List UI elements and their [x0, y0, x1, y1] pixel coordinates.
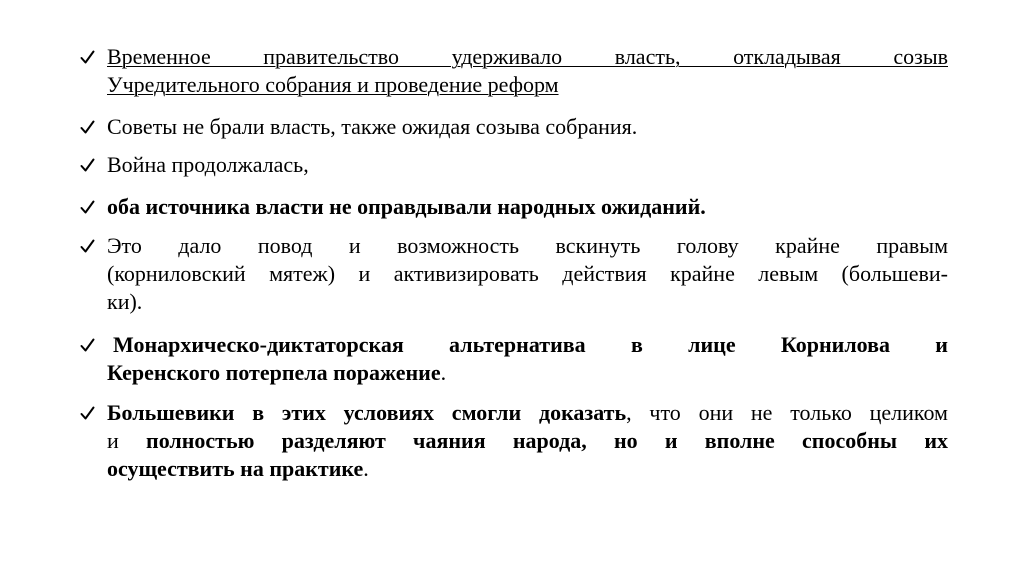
- bullet-line: [107, 455, 948, 483]
- checkmark-icon: [80, 338, 95, 353]
- checkmark-icon: [80, 239, 95, 254]
- bullet-line: оба источника власти не оправдывали народных ожиданий.: [107, 194, 706, 219]
- bullet-text: [107, 399, 948, 483]
- bullet-line: ки).: [107, 289, 143, 314]
- bullet-item: [80, 113, 948, 141]
- bullet-line: Советы не брали власть, также ожидая созыва собрания.: [107, 114, 638, 139]
- plain-text: и: [107, 428, 147, 453]
- bullet-line: [107, 427, 948, 455]
- bullet-line: (корниловский мятеж) и активизировать действия крайне левым (большеви-: [107, 261, 948, 286]
- bullet-line: Война продолжалась,: [107, 152, 309, 177]
- plain-text: .: [363, 456, 369, 481]
- checkmark-icon: [80, 158, 95, 173]
- checkmark-icon: [80, 120, 95, 135]
- bullet-item: [80, 193, 948, 221]
- bullet-text: [107, 113, 948, 141]
- plain-text: .: [440, 360, 447, 385]
- bullet-item: [80, 43, 948, 99]
- bullet-line: [107, 399, 948, 427]
- bullet-text: [107, 43, 948, 99]
- bold-text: полностью разделяют чаяния народа, но и вполне способны их: [146, 428, 949, 453]
- bullet-line: Учредительного собрания и проведение реформ: [107, 72, 559, 97]
- bullet-line: Монархическо-диктаторская альтернатива в лице Корнилова и: [113, 332, 948, 357]
- bullet-item: [80, 232, 948, 316]
- bullet-line: Это дало повод и возможность вскинуть голову крайне правым: [107, 233, 948, 258]
- bullet-text: [107, 193, 948, 221]
- bullet-line: Временное правительство удерживало власть, откладывая созыв: [107, 44, 948, 69]
- bullet-item: [80, 151, 948, 179]
- checkmark-icon: [80, 50, 95, 65]
- bullet-text: [107, 151, 948, 179]
- bullet-text: [107, 331, 948, 387]
- bullet-item: [80, 331, 948, 387]
- bold-text: осуществить на практике: [107, 456, 364, 481]
- checkmark-icon: [80, 406, 95, 421]
- bold-text: Большевики в этих условиях смогли доказать: [107, 400, 627, 425]
- bullet-item: [80, 399, 948, 483]
- bold-text: Керенского потерпела поражение: [107, 360, 441, 385]
- bullet-line: [107, 359, 948, 387]
- plain-text: , что они не только целиком: [626, 400, 948, 425]
- checkmark-icon: [80, 200, 95, 215]
- bullet-text: [107, 232, 948, 316]
